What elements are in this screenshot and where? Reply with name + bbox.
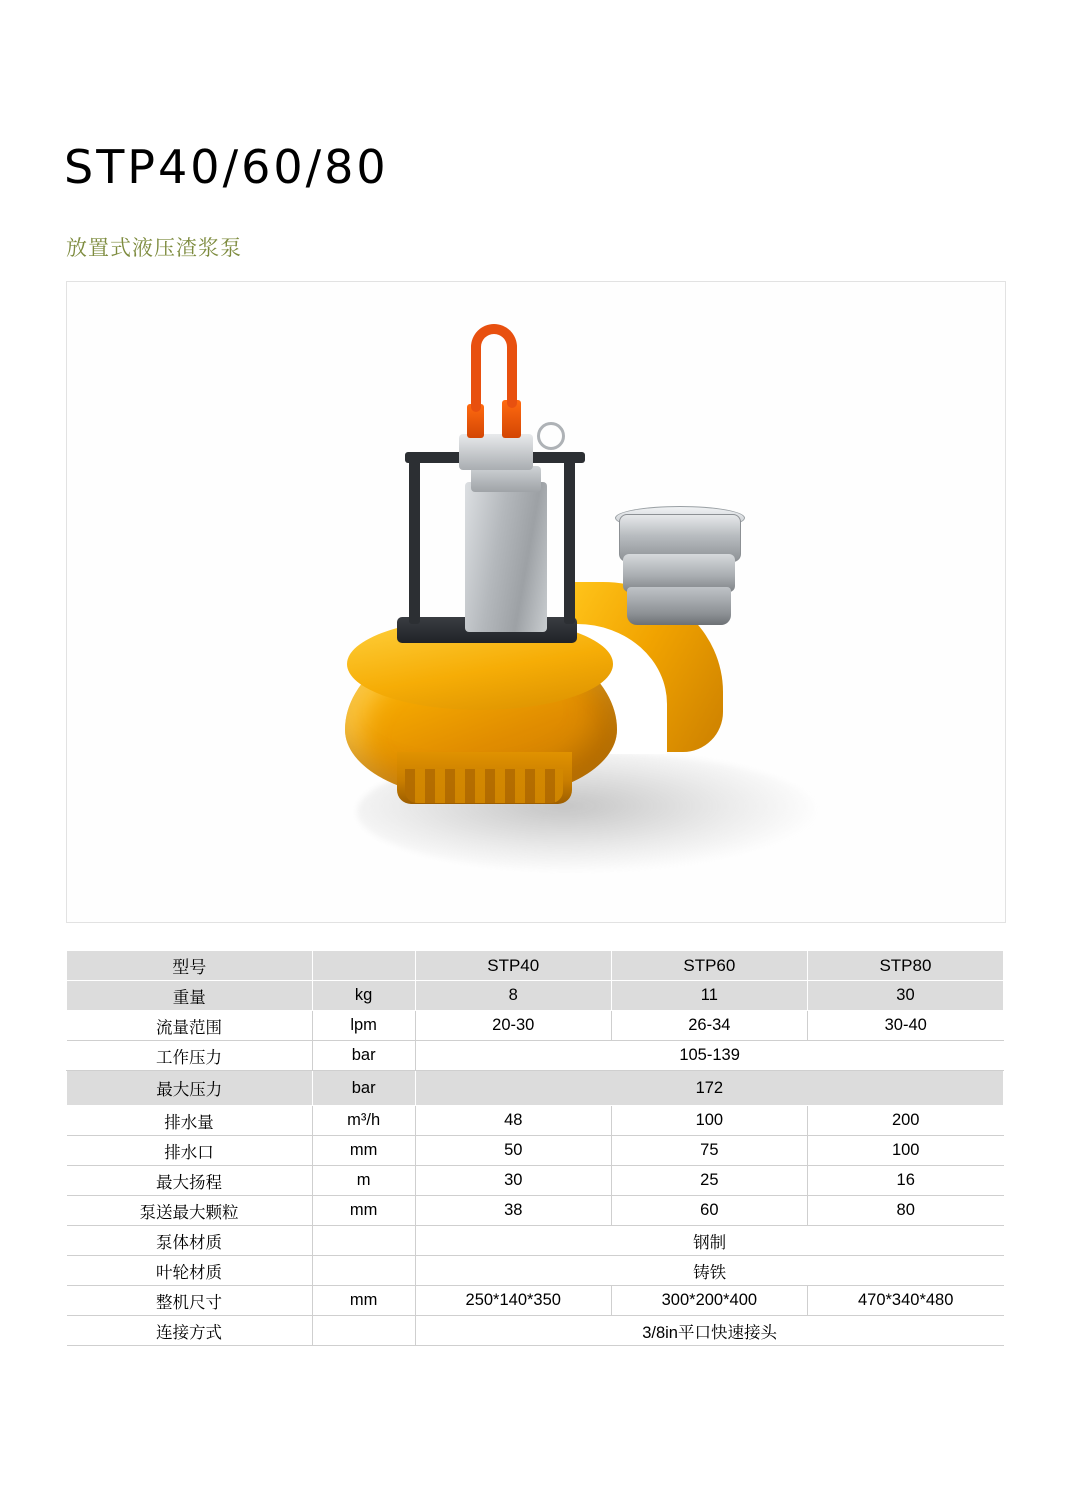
spec-value-stp80: 16 (807, 1166, 1003, 1196)
spec-value-all: 铸铁 (415, 1256, 1003, 1286)
spec-name: 叶轮材质 (67, 1256, 313, 1286)
table-row (67, 1136, 1004, 1166)
product-image-panel (66, 281, 1006, 923)
hydraulic-port-block (459, 434, 533, 470)
lifting-ring-icon (537, 422, 565, 450)
spec-value-stp40: 50 (415, 1136, 611, 1166)
spec-name: 连接方式 (67, 1316, 313, 1346)
hydraulic-motor (465, 482, 547, 632)
spec-name: 整机尺寸 (67, 1286, 313, 1316)
spec-unit: m (312, 1166, 415, 1196)
spec-unit (312, 1316, 415, 1346)
spec-value-stp40: 250*140*350 (415, 1286, 611, 1316)
table-row (67, 1286, 1004, 1316)
table-row (67, 981, 1004, 1011)
spec-value-stp60: 11 (611, 981, 807, 1011)
spec-name: 泵体材质 (67, 1226, 313, 1256)
outlet-coupling-lower (627, 587, 731, 625)
spec-unit: lpm (312, 1011, 415, 1041)
spec-value-stp60: STP60 (611, 951, 807, 981)
spec-value-all: 3/8in平口快速接头 (415, 1316, 1003, 1346)
spec-value-stp60: 100 (611, 1106, 807, 1136)
table-row (67, 1256, 1004, 1286)
spec-value-stp40: 20-30 (415, 1011, 611, 1041)
spec-unit (312, 1256, 415, 1286)
spec-value-all: 钢制 (415, 1226, 1003, 1256)
spec-value-stp40: 38 (415, 1196, 611, 1226)
lifting-frame-right-leg (564, 458, 575, 624)
spec-name: 最大压力 (67, 1071, 313, 1106)
spec-value-stp60: 60 (611, 1196, 807, 1226)
spec-value-stp80: 80 (807, 1196, 1003, 1226)
lifting-frame-left-leg (409, 458, 420, 624)
table-row (67, 1316, 1004, 1346)
spec-value-stp40: STP40 (415, 951, 611, 981)
spec-value-stp40: 8 (415, 981, 611, 1011)
spec-name: 重量 (67, 981, 313, 1011)
spec-value-stp60: 26-34 (611, 1011, 807, 1041)
spec-value-stp80: 200 (807, 1106, 1003, 1136)
spec-value-stp60: 25 (611, 1166, 807, 1196)
product-photo (67, 282, 1005, 922)
table-row (67, 1106, 1004, 1136)
spec-value-stp60: 300*200*400 (611, 1286, 807, 1316)
spec-unit: bar (312, 1071, 415, 1106)
spec-value-stp80: 100 (807, 1136, 1003, 1166)
spec-name: 流量范围 (67, 1011, 313, 1041)
spec-name: 型号 (67, 951, 313, 981)
page-subtitle: 放置式液压渣浆泵 (66, 237, 242, 260)
spec-value-stp80: STP80 (807, 951, 1003, 981)
table-row (67, 1041, 1004, 1071)
spec-unit (312, 951, 415, 981)
spec-unit: mm (312, 1136, 415, 1166)
spec-unit: bar (312, 1041, 415, 1071)
spec-unit: mm (312, 1196, 415, 1226)
spec-name: 最大扬程 (67, 1166, 313, 1196)
spec-value-stp80: 470*340*480 (807, 1286, 1003, 1316)
suction-strainer (405, 769, 563, 803)
spec-unit: kg (312, 981, 415, 1011)
spec-name: 排水量 (67, 1106, 313, 1136)
spec-value-stp60: 75 (611, 1136, 807, 1166)
spec-unit: mm (312, 1286, 415, 1316)
table-row (67, 1011, 1004, 1041)
spec-name: 泵送最大颗粒 (67, 1196, 313, 1226)
spec-value-stp40: 48 (415, 1106, 611, 1136)
spec-value-stp80: 30 (807, 981, 1003, 1011)
spec-unit: m³/h (312, 1106, 415, 1136)
table-row (67, 1071, 1004, 1106)
page-title: STP40/60/80 (64, 140, 389, 194)
table-row (67, 951, 1004, 981)
specification-table (66, 950, 1004, 1346)
spec-name: 工作压力 (67, 1041, 313, 1071)
spec-value-stp40: 30 (415, 1166, 611, 1196)
hydraulic-hose-loop (471, 324, 517, 358)
spec-value-all: 105-139 (415, 1041, 1003, 1071)
spec-value-all: 172 (415, 1071, 1003, 1106)
table-row (67, 1166, 1004, 1196)
table-row (67, 1196, 1004, 1226)
table-row (67, 1226, 1004, 1256)
spec-unit (312, 1226, 415, 1256)
spec-name: 排水口 (67, 1136, 313, 1166)
spec-value-stp80: 30-40 (807, 1011, 1003, 1041)
